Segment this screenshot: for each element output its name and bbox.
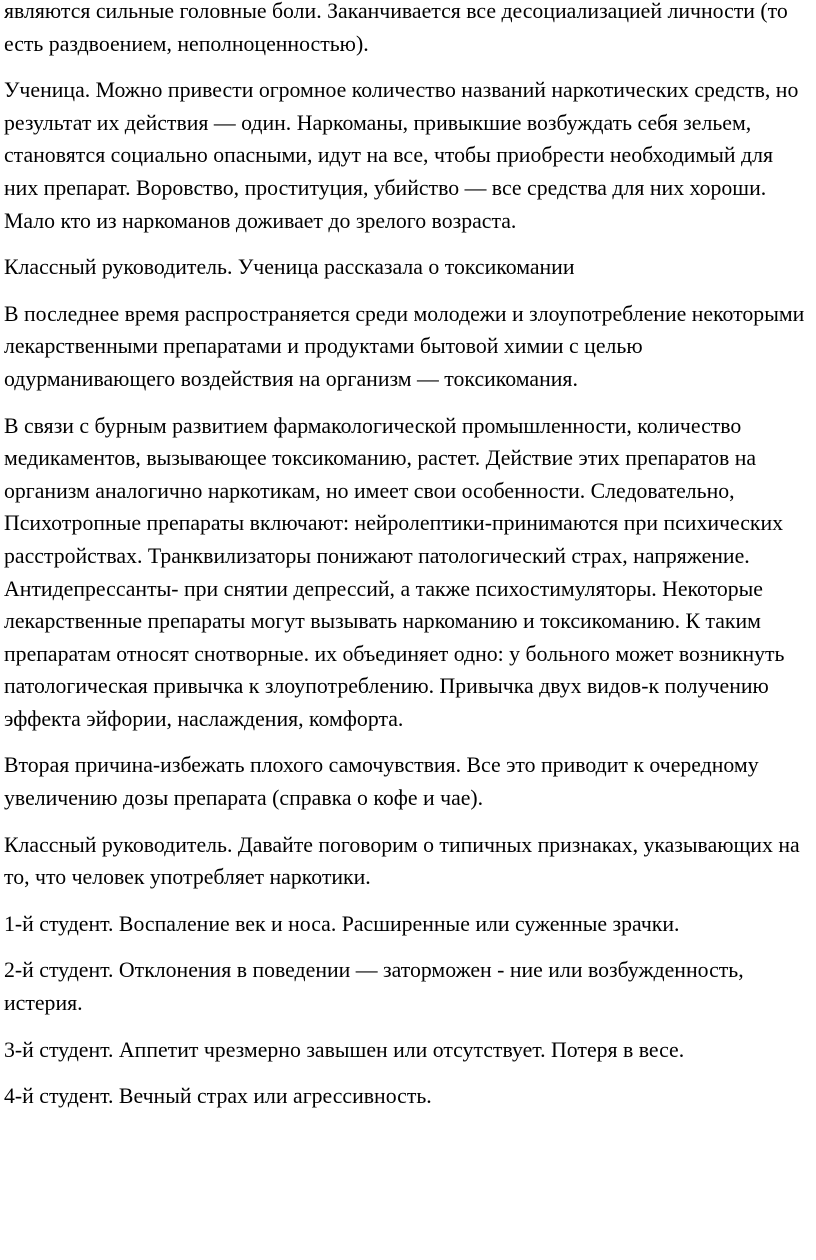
paragraph-teacher-toxicomania: Классный руководитель. Ученица рассказала о токсикомании	[4, 255, 575, 280]
paragraph-intro-continuation: являются сильные головные боли. Заканчивается все десоциализацией личности (то есть раздвоением, неполноценностью).	[4, 0, 788, 56]
paragraph-student-4: 4-й студент. Вечный страх или агрессивность.	[4, 1084, 432, 1109]
paragraph-teacher-signs: Классный руководитель. Давайте поговорим о типичных признаках, указывающих на то, что человек употребляет наркотики.	[4, 832, 800, 890]
paragraph-toxicomania-definition: В последнее время распространяется среди молодежи и злоупотребление некоторыми лекарственными препаратами и продуктами бытовой химии с целью одурманивающего воздействия на организм — токсикомания.	[4, 301, 805, 391]
paragraph-student-1: 1-й студент. Воспаление век и носа. Расширенные или суженные зрачки.	[4, 911, 680, 936]
paragraph-second-reason: Вторая причина-избежать плохого самочувствия. Все это приводит к очередному увеличению дозы препарата (справка о кофе и чае).	[4, 753, 759, 811]
paragraph-student-2: 2-й студент. Отклонения в поведении — заторможен - ние или возбужденность, истерия.	[4, 958, 744, 1016]
paragraph-student-3: 3-й студент. Аппетит чрезмерно завышен или отсутствует. Потеря в весе.	[4, 1037, 685, 1062]
paragraph-student-narcotics: Ученица. Можно привести огромное количество названий наркотических средств, но результат их действия — один. Наркоманы, привыкшие возбуждать себя зельем, становятся социально опасными, идут на все, чтобы приобрести необходимый для них препарат. Воровство, проституция, убийство — все средства для них хороши. Мало кто из наркоманов доживает до зрелого возраста.	[4, 78, 799, 233]
paragraph-pharmacology: В связи с бурным развитием фармакологической промышленности, количество медикаментов, вызывающее токсикоманию, растет. Действие этих препаратов на организм аналогично наркотикам, но имеет свои особенности. Следовательно, Психотропные препараты включают: нейролептики-принимаются при психических расстройствах. Транквилизаторы понижают патологический страх, напряжение. Антидепрессанты- при снятии депрессий, а также психостимуляторы. Некоторые лекарственные препараты могут вызывать наркоманию и токсикоманию. К таким препаратам относят снотворные. их объединяет одно: у больного может возникнуть патологическая привычка к злоупотреблению. Привычка двух видов-к получению эффекта эйфории, наслаждения, комфорта.	[4, 413, 785, 731]
